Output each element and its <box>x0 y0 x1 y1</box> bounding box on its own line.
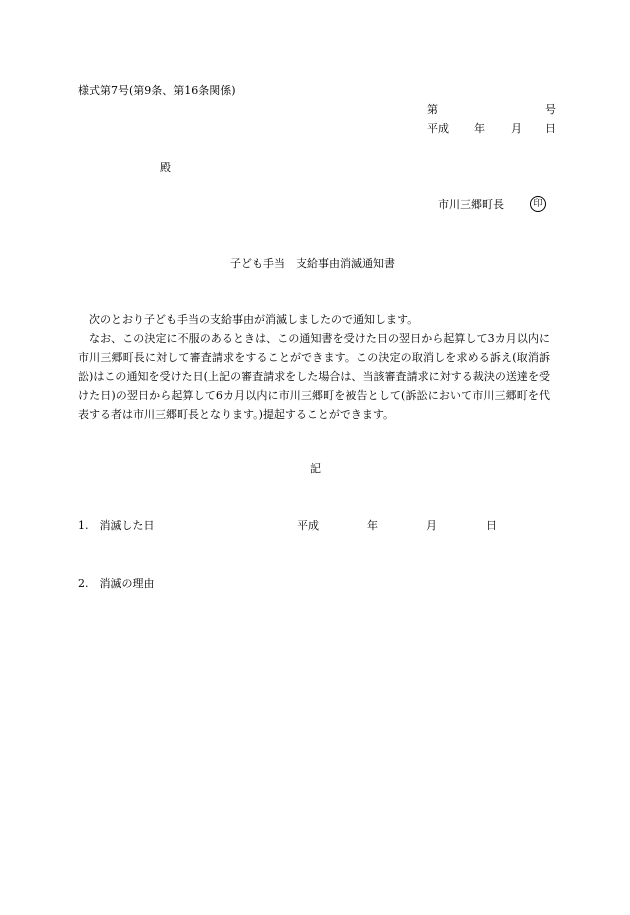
date-year: 年 <box>474 122 485 135</box>
seal-stamp: 印 <box>530 196 546 212</box>
date-month: 月 <box>511 122 522 135</box>
notice-paragraph-2: なお、この決定に不服のあるときは、この通知書を受けた日の翌日から起算して3カ月以内に市川三郷町長に対して審査請求をすることができます。この決定の取消しを求める訴え(取消訴訟)はこの通知を受けた日(上記の審査請求をした場合は、当該審査請求に対する裁決の送達を受けた日)の翌日から起算して6カ月以内に市川三郷町を被告として(訴訟において市川三郷町を代表する者は市川三郷町長となります。)提起することができます。 <box>78 332 550 421</box>
addressee-honorific: 殿 <box>160 161 171 174</box>
form-number: 様式第7号(第9条、第16条関係) <box>78 84 236 97</box>
notice-paragraph-1: 次のとおり子ども手当の支給事由が消滅しましたので通知します。 <box>89 313 419 326</box>
notice-body <box>78 310 550 424</box>
item-1-era: 平成 <box>297 519 319 532</box>
item-1-year: 年 <box>367 519 378 532</box>
item-2-label: 2. 消滅の理由 <box>78 577 155 590</box>
document-number-prefix: 第 <box>427 103 438 116</box>
document-title: 子ども手当 支給事由消滅通知書 <box>230 257 395 270</box>
document-number-suffix: 号 <box>545 103 556 116</box>
date-day: 日 <box>545 122 556 135</box>
issuer-name: 市川三郷町長 <box>438 198 504 211</box>
item-1-day: 日 <box>486 519 497 532</box>
item-1-month: 月 <box>426 519 437 532</box>
date-era: 平成 <box>427 122 449 135</box>
ki-heading: 記 <box>310 462 321 475</box>
item-1-label: 1. 消滅した日 <box>78 519 155 532</box>
